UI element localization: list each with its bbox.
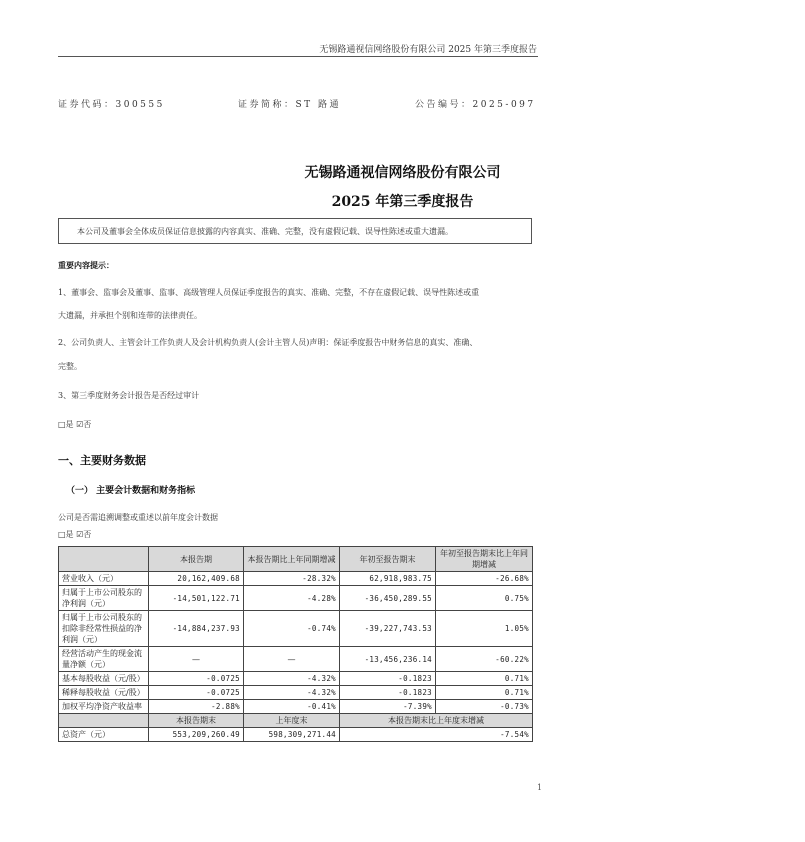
table-cell: -0.74% [244,611,340,647]
table-row [59,728,533,742]
company-title: 无锡路通视信网络股份有限公司 [304,165,501,181]
row-label: 稀释每股收益（元/股） [59,686,149,700]
table-cell: 598,309,271.44 [244,728,340,742]
row-label: 经营活动产生的现金流量净额（元） [59,647,149,672]
disclosure-notice-box: 本公司及董事会全体成员保证信息披露的内容真实、准确、完整，没有虚假记载、误导性陈述或重大遗漏。 [58,218,532,244]
audit-answer: □是 ☑否 [58,420,92,429]
table-row [59,672,533,686]
stock-name: 证券简称：ST 路通 [238,100,342,110]
section-heading: 一、主要财务数据 [58,454,146,467]
table-cell: -0.41% [244,700,340,714]
table-row [59,686,533,700]
table-cell: -0.1823 [340,686,436,700]
header-cell: 年初至报告期末比上年同期增减 [436,547,533,572]
table-cell: -14,501,122.71 [149,586,244,611]
running-header: 无锡路通视信网络股份有限公司 2025 年第三季度报告 [319,45,537,55]
stock-code: 证券代码：300555 [58,100,165,110]
restate-answer: □是 ☑否 [58,530,92,539]
table-cell: -4.32% [244,686,340,700]
table-cell: — [149,647,244,672]
row-label: 加权平均净资产收益率 [59,700,149,714]
tip-1-line-2: 大遗漏，并承担个别和连带的法律责任。 [58,311,202,320]
table-cell: -0.1823 [340,672,436,686]
table-cell: 0.71% [436,672,533,686]
financial-data-table [58,546,533,742]
report-title: 2025 年第三季度报告 [331,194,474,210]
row-label: 营业收入（元） [59,572,149,586]
table-cell: -0.0725 [149,686,244,700]
header-cell [59,547,149,572]
notice-number: 公告编号：2025-097 [415,100,536,110]
tip-2-line-1: 2、公司负责人、主管会计工作负责人及会计机构负责人(会计主管人员)声明：保证季度报告中财务信息的真实、准确、 [58,338,478,347]
table-cell: — [244,647,340,672]
table-cell: -60.22% [436,647,533,672]
table-cell: -4.32% [244,672,340,686]
table-cell: -28.32% [244,572,340,586]
table-cell: 0.75% [436,586,533,611]
table-row [59,572,533,586]
header-cell: 上年度末 [244,714,340,728]
restate-question: 公司是否需追溯调整或重述以前年度会计数据 [58,513,218,522]
row-label: 归属于上市公司股东的净利润（元） [59,586,149,611]
table-cell: -36,450,289.55 [340,586,436,611]
header-cell: 本报告期末比上年度末增减 [340,714,533,728]
table-cell: -7.39% [340,700,436,714]
table-cell: 0.71% [436,686,533,700]
table-cell: -13,456,236.14 [340,647,436,672]
table-cell: -7.54% [340,728,533,742]
row-label: 归属于上市公司股东的扣除非经常性损益的净利润（元） [59,611,149,647]
table-row [59,586,533,611]
row-label: 总资产（元） [59,728,149,742]
table-cell: -4.28% [244,586,340,611]
table-header-row-2 [59,714,533,728]
table-cell: -2.88% [149,700,244,714]
table-cell: -26.68% [436,572,533,586]
tip-3: 3、第三季度财务会计报告是否经过审计 [58,391,200,400]
table-cell: 553,209,260.49 [149,728,244,742]
header-cell: 本报告期比上年同期增减 [244,547,340,572]
table-cell: -14,884,237.93 [149,611,244,647]
tips-heading: 重要内容提示： [58,260,114,270]
tip-2-line-2: 完整。 [58,362,82,371]
table-header-row [59,547,533,572]
subsection-heading: （一） 主要会计数据和财务指标 [66,486,196,496]
header-cell: 本报告期末 [149,714,244,728]
table-cell: -0.73% [436,700,533,714]
header-cell: 年初至报告期末 [340,547,436,572]
table-row [59,700,533,714]
table-cell: -0.0725 [149,672,244,686]
header-cell: 本报告期 [149,547,244,572]
table-cell: -39,227,743.53 [340,611,436,647]
table-cell: 20,162,409.68 [149,572,244,586]
table-row [59,611,533,647]
header-cell [59,714,149,728]
page-number: 1 [537,783,543,792]
table-row [59,647,533,672]
row-label: 基本每股收益（元/股） [59,672,149,686]
header-rule [58,56,538,57]
table-cell: 62,918,983.75 [340,572,436,586]
tip-1-line-1: 1、董事会、监事会及董事、监事、高级管理人员保证季度报告的真实、准确、完整，不存在虚假记载、误导性陈述或重 [58,288,480,297]
table-cell: 1.05% [436,611,533,647]
